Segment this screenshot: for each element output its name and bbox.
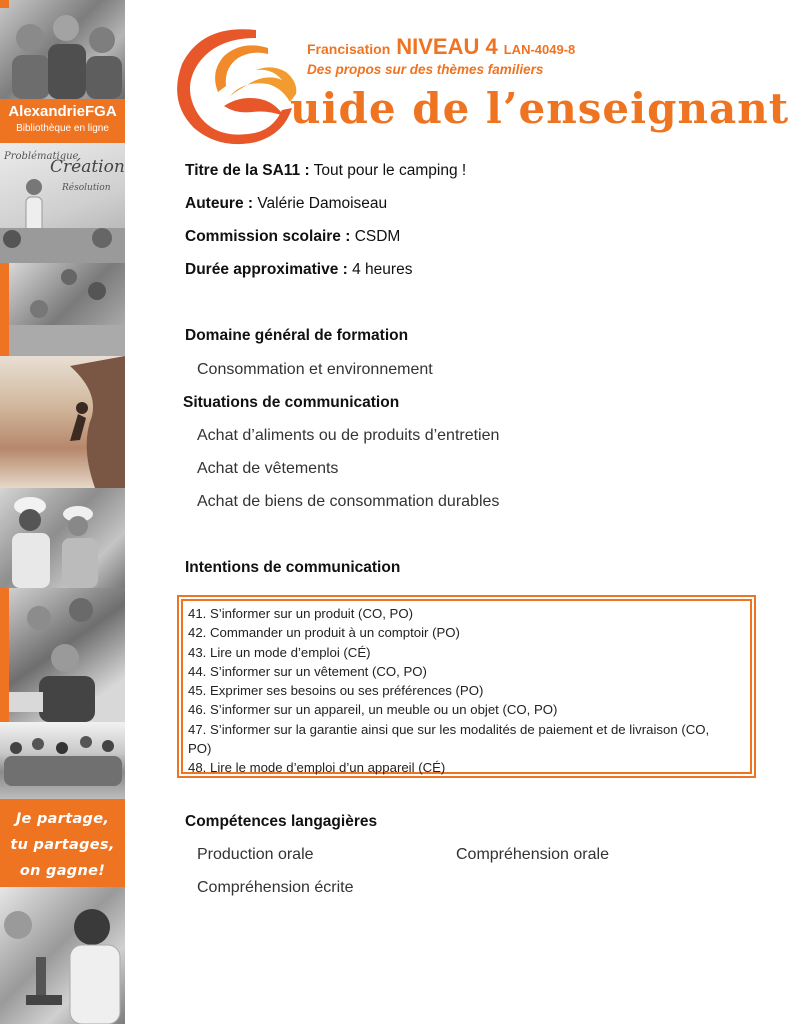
- domaine-heading: Domaine général de formation: [185, 327, 409, 344]
- program-label: Francisation: [307, 41, 391, 57]
- photo-laptop-group: [9, 588, 125, 722]
- intentions-list: [181, 599, 752, 774]
- titre-value: Tout pour le camping !: [313, 162, 467, 179]
- sidebar-photo-strip: [0, 0, 125, 1024]
- slogan-line-1: Je partage,: [15, 811, 110, 827]
- brand-name: AlexandrieFGA: [8, 103, 117, 120]
- slogan-line-3: on gagne!: [19, 863, 106, 879]
- field-auteure: [185, 195, 387, 213]
- situations-heading: Situations de communication: [183, 394, 400, 411]
- photo-text-resolution: Résolution: [62, 183, 111, 193]
- photo-students: [0, 0, 125, 99]
- domaine-item: Consommation et environnement: [197, 361, 433, 378]
- intention-item: 44. S’informer sur un vêtement (CO, PO): [188, 663, 427, 679]
- page-title: uide de l’enseignant: [290, 84, 790, 133]
- intention-item: 47. S’informer sur la garantie ainsi que sur les modalités de paiement et de livraison (CO,: [188, 721, 710, 737]
- commission-label: Commission scolaire :: [185, 228, 351, 245]
- field-titre: [185, 162, 466, 180]
- competences-heading: Compétences langagières: [185, 813, 378, 830]
- level-label: NIVEAU 4: [396, 34, 498, 59]
- workers-illustration: [0, 488, 125, 588]
- climber-illustration: [0, 356, 125, 488]
- teacher-illustration: [0, 143, 125, 263]
- duree-value: 4 heures: [352, 261, 413, 278]
- intention-item: 43. Lire un mode d’emploi (CÉ): [188, 644, 371, 660]
- photo-workers: [0, 488, 125, 588]
- situation-item-3: Achat de biens de consommation durables: [197, 493, 500, 510]
- brand-banner[interactable]: [0, 99, 125, 143]
- field-commission: [185, 228, 400, 246]
- photo-whiteboard: [0, 143, 125, 263]
- competence-production-orale: Production orale: [197, 846, 314, 863]
- photo-microscope: [0, 887, 125, 1024]
- competence-comprehension-orale: Compréhension orale: [456, 846, 609, 863]
- students-illustration: [0, 0, 125, 99]
- header-subtitle: Des propos sur des thèmes familiers: [307, 62, 544, 77]
- intention-item: 45. Exprimer ses besoins ou ses préférences (PO): [188, 683, 484, 699]
- class-illustration: [9, 263, 125, 356]
- situation-item-1: Achat d’aliments ou de produits d’entretien: [197, 427, 500, 444]
- intention-item: 48. Lire le mode d’emploi d’un appareil (CÉ): [188, 760, 446, 776]
- photo-class: [9, 263, 125, 356]
- intentions-box: [177, 595, 756, 778]
- field-duree: [185, 261, 412, 279]
- intention-item: 41. S’informer sur un produit (CO, PO): [188, 606, 413, 621]
- photo-text-problematique: Problématique: [4, 151, 79, 162]
- commission-value: CSDM: [354, 228, 401, 245]
- photo-outdoor-group: [0, 722, 125, 799]
- brand-subtitle: Bibliothèque en ligne: [16, 123, 109, 134]
- course-code: LAN-4049-8: [503, 42, 576, 57]
- photo-climber: [0, 356, 125, 488]
- header-meta: [307, 34, 575, 60]
- slogan-banner: [0, 799, 125, 887]
- duree-label: Durée approximative :: [185, 261, 348, 278]
- competence-comprehension-ecrite: Compréhension écrite: [197, 879, 354, 896]
- laptop-group-illustration: [9, 588, 125, 722]
- intention-item-continued: PO): [188, 741, 212, 757]
- titre-label: Titre de la SA11 :: [185, 162, 310, 179]
- slogan-line-2: tu partages,: [10, 837, 115, 853]
- outdoor-group-illustration: [0, 722, 125, 799]
- microscope-illustration: [0, 887, 125, 1024]
- auteure-label: Auteure :: [185, 195, 254, 212]
- intention-item: 46. S’informer sur un appareil, un meuble ou un objet (CO, PO): [188, 702, 558, 718]
- photo-text-creation: Création: [50, 157, 125, 177]
- intentions-heading: Intentions de communication: [185, 559, 401, 576]
- intention-item: 42. Commander un produit à un comptoir (PO): [188, 625, 460, 641]
- auteure-value: Valérie Damoiseau: [257, 195, 388, 212]
- situation-item-2: Achat de vêtements: [197, 460, 339, 477]
